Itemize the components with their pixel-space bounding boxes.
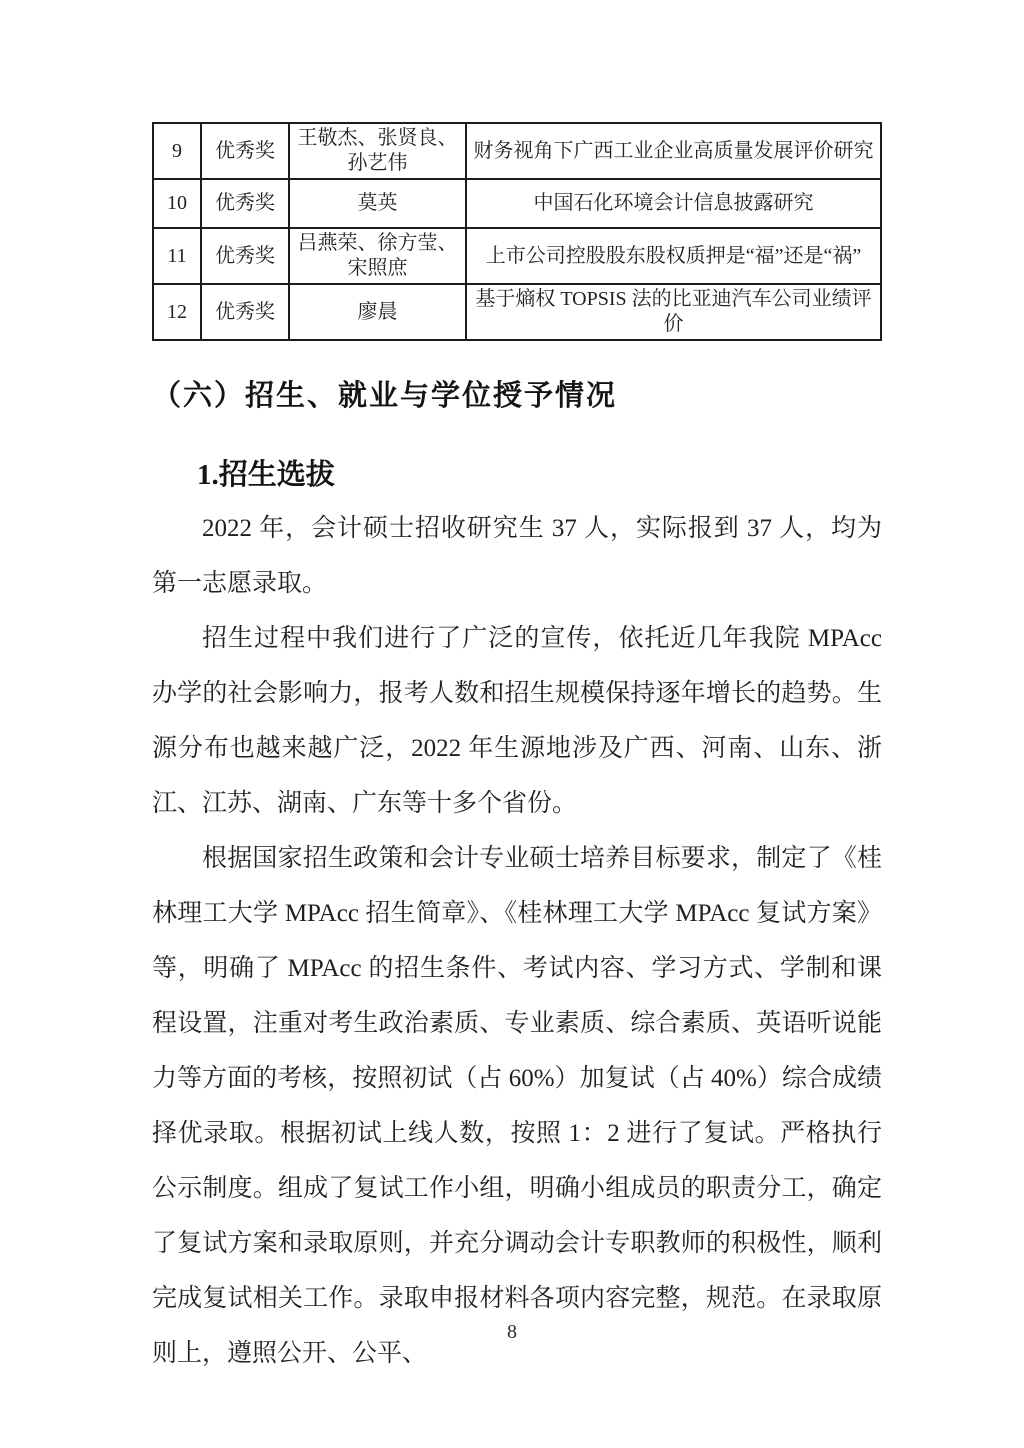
- cell-award: 优秀奖: [201, 179, 289, 228]
- cell-number: 12: [153, 284, 201, 340]
- cell-number: 9: [153, 123, 201, 179]
- section-heading: （六）招生、就业与学位授予情况: [152, 380, 618, 412]
- paragraph-enrollment-count: 2022 年，会计硕士招收研究生 37 人，实际报到 37 人，均为第一志愿录取。: [152, 515, 882, 597]
- page-number: 8: [507, 1321, 517, 1343]
- paragraph-promotion-sources: 招生过程中我们进行了广泛的宣传，依托近几年我院 MPAcc 办学的社会影响力，报考人数和招生规模保持逐年增长的趋势。生源分布也越来越广泛，2022 年生源地涉及广西、河南、山东、浙江、江苏、湖南、广东等十多个省份。: [152, 625, 882, 817]
- cell-thesis-title: 中国石化环境会计信息披露研究: [466, 179, 881, 228]
- cell-authors: 莫英: [289, 179, 466, 228]
- body-text: [152, 501, 882, 1381]
- cell-award: 优秀奖: [201, 123, 289, 179]
- awards-table: [152, 122, 882, 341]
- cell-award: 优秀奖: [201, 284, 289, 340]
- cell-thesis-title: 财务视角下广西工业企业高质量发展评价研究: [466, 123, 881, 179]
- cell-award: 优秀奖: [201, 228, 289, 284]
- cell-thesis-title: 基于熵权 TOPSIS 法的比亚迪汽车公司业绩评价: [466, 284, 881, 340]
- cell-number: 10: [153, 179, 201, 228]
- table-row: [153, 179, 881, 228]
- cell-thesis-title: 上市公司控股股东股权质押是“福”还是“祸”: [466, 228, 881, 284]
- paragraph-admission-policy: 根据国家招生政策和会计专业硕士培养目标要求，制定了《桂林理工大学 MPAcc 招生简章》、《桂林理工大学 MPAcc 复试方案》等，明确了 MPAcc 的招生条件、考试内容、学习方式、学制和课程设置，注重对考生政治素质、专业素质、综合素质、英语听说能力等方面的考核，按照初试（占 60%）加复试（占 40%）综合成绩择优录取。根据初试上线人数，按照 1：2 进行了复试。严格执行公示制度。组成了复试工作小组，明确小组成员的职责分工，确定了复试方案和录取原则，并充分调动会计专职教师的积极性，顺利完成复试相关工作。录取申报材料各项内容完整，规范。在录取原则上，遵照公开、公平、: [152, 845, 882, 1367]
- subsection-heading: 1.招生选拔: [197, 459, 335, 491]
- cell-authors: 王敬杰、张贤良、孙艺伟: [289, 123, 466, 179]
- table-row: [153, 123, 881, 179]
- table-row: [153, 228, 881, 284]
- table-row: [153, 284, 881, 340]
- cell-authors: 吕燕荣、徐方莹、宋照庶: [289, 228, 466, 284]
- cell-authors: 廖晨: [289, 284, 466, 340]
- cell-number: 11: [153, 228, 201, 284]
- page-content: [152, 122, 882, 1381]
